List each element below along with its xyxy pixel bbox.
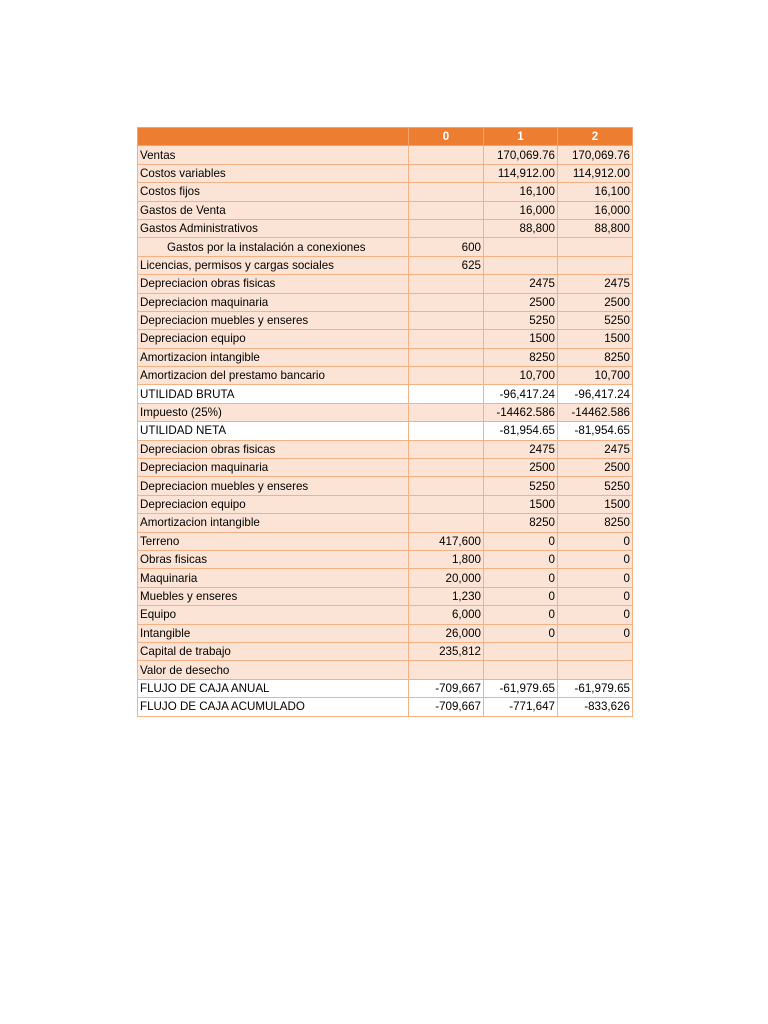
header-cell-period-1: 1 — [484, 128, 558, 146]
table-row — [138, 330, 633, 348]
cell-period-1 — [484, 256, 558, 274]
table-row — [138, 238, 633, 256]
table-row — [138, 661, 633, 679]
cell-period-2: 10,700 — [558, 367, 633, 385]
cell-period-1: 2475 — [484, 275, 558, 293]
table-row — [138, 201, 633, 219]
cell-period-0 — [409, 440, 484, 458]
row-label: UTILIDAD BRUTA — [138, 385, 409, 403]
cell-period-0 — [409, 275, 484, 293]
cell-period-1: -771,647 — [484, 698, 558, 716]
table-header — [138, 128, 633, 146]
cell-period-0: 235,812 — [409, 642, 484, 660]
row-label: Gastos por la instalación a conexiones — [138, 238, 409, 256]
table-row — [138, 256, 633, 274]
table-row — [138, 275, 633, 293]
table-row — [138, 606, 633, 624]
cell-period-0: 600 — [409, 238, 484, 256]
cell-period-0 — [409, 183, 484, 201]
row-label: Depreciacion muebles y enseres — [138, 311, 409, 329]
row-label: Costos fijos — [138, 183, 409, 201]
cell-period-0 — [409, 385, 484, 403]
cell-period-1: 0 — [484, 550, 558, 568]
cell-period-1 — [484, 238, 558, 256]
table-row — [138, 698, 633, 716]
row-label: Terreno — [138, 532, 409, 550]
table-row — [138, 495, 633, 513]
header-row — [138, 128, 633, 146]
cell-period-2: 0 — [558, 569, 633, 587]
row-label: Depreciacion maquinaria — [138, 459, 409, 477]
cell-period-1: 0 — [484, 624, 558, 642]
cell-period-0 — [409, 348, 484, 366]
table-row — [138, 550, 633, 568]
table-row — [138, 403, 633, 421]
cell-period-0 — [409, 477, 484, 495]
cell-period-1: 114,912.00 — [484, 164, 558, 182]
table-row — [138, 587, 633, 605]
cell-period-2: 114,912.00 — [558, 164, 633, 182]
cell-period-1 — [484, 661, 558, 679]
table-row — [138, 348, 633, 366]
table-row — [138, 183, 633, 201]
cell-period-1: -81,954.65 — [484, 422, 558, 440]
cell-period-1: 2500 — [484, 459, 558, 477]
cell-period-2: -14462.586 — [558, 403, 633, 421]
cell-period-2: 170,069.76 — [558, 146, 633, 164]
cell-period-1: 16,100 — [484, 183, 558, 201]
table-row — [138, 367, 633, 385]
cell-period-2: 0 — [558, 624, 633, 642]
row-label: Capital de trabajo — [138, 642, 409, 660]
cell-period-1: 1500 — [484, 495, 558, 513]
header-cell-period-2: 2 — [558, 128, 633, 146]
cell-period-0 — [409, 661, 484, 679]
table-row — [138, 293, 633, 311]
header-cell-label — [138, 128, 409, 146]
cell-period-2: 0 — [558, 550, 633, 568]
row-label: Depreciacion equipo — [138, 495, 409, 513]
cell-period-2: -833,626 — [558, 698, 633, 716]
table-row — [138, 514, 633, 532]
table-row — [138, 422, 633, 440]
cell-period-1: 16,000 — [484, 201, 558, 219]
cell-period-1: 2500 — [484, 293, 558, 311]
cell-period-1: 2475 — [484, 440, 558, 458]
row-label: Impuesto (25%) — [138, 403, 409, 421]
cell-period-0 — [409, 164, 484, 182]
cell-period-0 — [409, 311, 484, 329]
cell-period-1 — [484, 642, 558, 660]
cell-period-1: 0 — [484, 569, 558, 587]
cell-period-0: -709,667 — [409, 698, 484, 716]
cell-period-0: 20,000 — [409, 569, 484, 587]
cell-period-0 — [409, 422, 484, 440]
cell-period-0 — [409, 219, 484, 237]
cell-period-2: 2500 — [558, 459, 633, 477]
table-row — [138, 477, 633, 495]
cell-period-1: 5250 — [484, 477, 558, 495]
table-row — [138, 624, 633, 642]
cell-period-2: 2475 — [558, 275, 633, 293]
table-row — [138, 311, 633, 329]
cell-period-1: 8250 — [484, 348, 558, 366]
row-label: Depreciacion equipo — [138, 330, 409, 348]
cell-period-1: 5250 — [484, 311, 558, 329]
header-cell-period-0: 0 — [409, 128, 484, 146]
cell-period-2: 0 — [558, 587, 633, 605]
cell-period-0 — [409, 403, 484, 421]
row-label: Depreciacion maquinaria — [138, 293, 409, 311]
cell-period-2: 2500 — [558, 293, 633, 311]
row-label: FLUJO DE CAJA ANUAL — [138, 679, 409, 697]
row-label: Depreciacion obras fisicas — [138, 275, 409, 293]
table-row — [138, 385, 633, 403]
row-label: FLUJO DE CAJA ACUMULADO — [138, 698, 409, 716]
cell-period-0: 625 — [409, 256, 484, 274]
cell-period-0 — [409, 514, 484, 532]
cell-period-0: 1,230 — [409, 587, 484, 605]
cell-period-1: -96,417.24 — [484, 385, 558, 403]
cell-period-1: -61,979.65 — [484, 679, 558, 697]
row-label: Obras fisicas — [138, 550, 409, 568]
cash-flow-table — [137, 127, 633, 717]
cell-period-1: 8250 — [484, 514, 558, 532]
cell-period-2: 0 — [558, 606, 633, 624]
row-label: Intangible — [138, 624, 409, 642]
table-body — [138, 146, 633, 716]
cell-period-2: 8250 — [558, 514, 633, 532]
cell-period-0: 417,600 — [409, 532, 484, 550]
cell-period-2: -81,954.65 — [558, 422, 633, 440]
cell-period-0 — [409, 330, 484, 348]
table-row — [138, 440, 633, 458]
table-row — [138, 164, 633, 182]
cell-period-0 — [409, 367, 484, 385]
table-row — [138, 679, 633, 697]
row-label: Costos variables — [138, 164, 409, 182]
cell-period-1: 88,800 — [484, 219, 558, 237]
cell-period-0 — [409, 146, 484, 164]
cell-period-1: 1500 — [484, 330, 558, 348]
cell-period-0 — [409, 201, 484, 219]
cell-period-0 — [409, 293, 484, 311]
table-row — [138, 219, 633, 237]
cell-period-2: 16,000 — [558, 201, 633, 219]
row-label: Equipo — [138, 606, 409, 624]
row-label: Maquinaria — [138, 569, 409, 587]
cell-period-2: -96,417.24 — [558, 385, 633, 403]
cell-period-0: -709,667 — [409, 679, 484, 697]
row-label: Gastos de Venta — [138, 201, 409, 219]
row-label: Ventas — [138, 146, 409, 164]
row-label: Valor de desecho — [138, 661, 409, 679]
table-row — [138, 146, 633, 164]
row-label: Amortizacion del prestamo bancario — [138, 367, 409, 385]
row-label: Depreciacion muebles y enseres — [138, 477, 409, 495]
cell-period-2: 88,800 — [558, 219, 633, 237]
cell-period-0 — [409, 459, 484, 477]
table-row — [138, 642, 633, 660]
row-label: Licencias, permisos y cargas sociales — [138, 256, 409, 274]
cell-period-2 — [558, 642, 633, 660]
table-row — [138, 532, 633, 550]
cell-period-2: 16,100 — [558, 183, 633, 201]
table-row — [138, 459, 633, 477]
cell-period-2: 5250 — [558, 477, 633, 495]
cell-period-1: 0 — [484, 532, 558, 550]
cell-period-1: 0 — [484, 587, 558, 605]
row-label: Amortizacion intangible — [138, 514, 409, 532]
cell-period-1: 10,700 — [484, 367, 558, 385]
cell-period-0: 6,000 — [409, 606, 484, 624]
cell-period-1: 170,069.76 — [484, 146, 558, 164]
cell-period-0: 26,000 — [409, 624, 484, 642]
row-label: Amortizacion intangible — [138, 348, 409, 366]
cell-period-2: 1500 — [558, 330, 633, 348]
cell-period-2 — [558, 661, 633, 679]
row-label: UTILIDAD NETA — [138, 422, 409, 440]
cell-period-2: 0 — [558, 532, 633, 550]
cell-period-1: 0 — [484, 606, 558, 624]
cell-period-2: 5250 — [558, 311, 633, 329]
table-row — [138, 569, 633, 587]
cell-period-2: 2475 — [558, 440, 633, 458]
cell-period-1: -14462.586 — [484, 403, 558, 421]
cell-period-2: -61,979.65 — [558, 679, 633, 697]
cell-period-2: 8250 — [558, 348, 633, 366]
row-label: Gastos Administrativos — [138, 219, 409, 237]
cell-period-2 — [558, 238, 633, 256]
cell-period-0: 1,800 — [409, 550, 484, 568]
cell-period-2: 1500 — [558, 495, 633, 513]
row-label: Depreciacion obras fisicas — [138, 440, 409, 458]
cell-period-0 — [409, 495, 484, 513]
cell-period-2 — [558, 256, 633, 274]
row-label: Muebles y enseres — [138, 587, 409, 605]
